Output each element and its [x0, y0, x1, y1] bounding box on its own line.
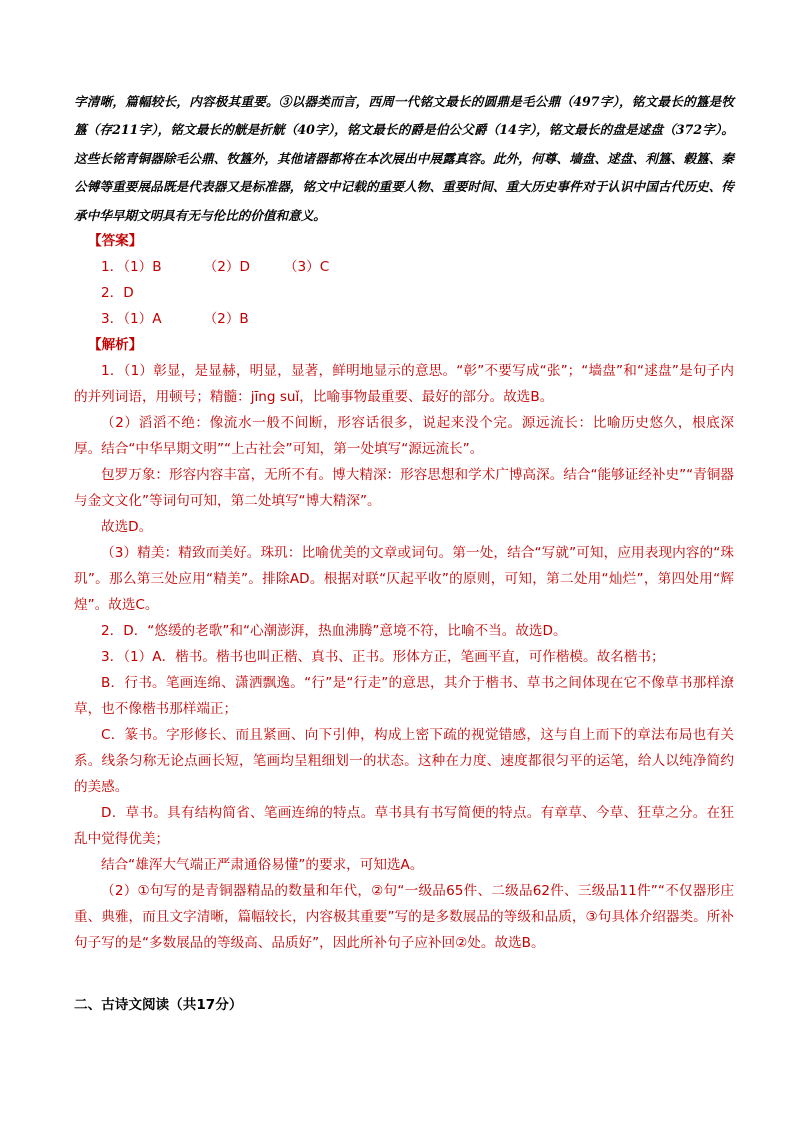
passage-continuation: 字清晰，篇幅较长，内容极其重要。③以器类而言，西周一代铭文最长的圆鼎是毛公鼎（497字），铭文最长的簋是牧簋（存211字），铭文最长的觥是折觥（40字），铭文最长的爵是伯公父爵（14字），铭文最长的盘是逑盘（372字）。这些长铭青铜器除毛公鼎、牧簋外，其他诸器都将在本次展出中展露真容。此外，何尊、墙盘、逑盘、利簋、毂簋、秦公镈等重要展品既是代表器又是标准器，铭文中记载的重要人物、重要时间、重大历史事件对于认识中国古代历史、传承中华早期文明具有无与伦比的价值和意义。 — [74, 94, 734, 223]
section-heading: 二、古诗文阅读（共17分） — [74, 997, 243, 1013]
analysis-paragraph: （2）①句写的是青铜器精品的数量和年代，②句“一级品65件、二级品62件、三级品11件”“不仅器形庄重、典雅，而且文字清晰，篇幅较长，内容极其重要”写的是多数展品的等级和品质，③句具体介绍器类。所补句子写的是“多数展品的等级高、品质好”，因此所补句子应补回②处。故选B。 — [74, 883, 734, 951]
analysis-paragraph: 包罗万象：形容内容丰富，无所不有。博大精深：形容思想和学术广博高深。结合“能够证经补史”“青铜器与金文文化”等词句可知，第二处填写“博大精深”。 — [74, 467, 734, 509]
answer-line-3 — [74, 306, 734, 332]
analysis-paragraph: 故选D。 — [101, 519, 153, 535]
analysis-paragraph: C．篆书。字形修长、而且紧画、向下引伸，构成上密下疏的视觉错感，这与自上而下的章法布局也有关系。线条匀称无论点画长短，笔画均呈粗细划一的状态。这种在力度、速度都很匀平的运笔，给人以纯净简约的美感。 — [74, 727, 734, 795]
answer-3-2: （2）B — [203, 311, 249, 327]
answer-heading: 【答案】 — [88, 233, 143, 249]
answer-line-2: 2．D — [101, 285, 134, 301]
analysis-paragraph: 1．（1）彰显，是显赫，明显，显著，鲜明地显示的意思。“彰”不要写成“张”；“墙盘”和“逑盘”是句子内的并列词语，用顿号；精髓：jīng suǐ，比喻事物最重要、最好的部分。故选B。 — [74, 363, 734, 405]
analysis-heading: 【解析】 — [88, 337, 143, 353]
analysis-paragraph: B．行书。笔画连绵、潇洒飘逸。“行”是“行走”的意思，其介于楷书、草书之间体现在它不像草书那样潦草，也不像楷书那样端正； — [74, 675, 734, 717]
analysis-paragraph: D．草书。具有结构简省、笔画连绵的特点。草书具有书写简便的特点。有章草、今草、狂草之分。在狂乱中觉得优美； — [74, 805, 734, 847]
analysis-paragraph: 结合“雄浑大气端正严肃通俗易懂”的要求，可知选A。 — [101, 857, 424, 873]
analysis-paragraph: （3）精美：精致而美好。珠玑：比喻优美的文章或词句。第一处，结合“写就”可知，应用表现内容的“珠玑”。那么第三处应用“精美”。排除AD。根据对联“仄起平收”的原则，可知，第二处用“灿烂”，第四处用“辉煌”。故选C。 — [74, 545, 734, 613]
analysis-paragraph: （2）滔滔不绝：像流水一般不间断，形容话很多，说起来没个完。源远流长：比喻历史悠久，根底深厚。结合“中华早期文明”“上古社会”可知，第一处填写“源远流长”。 — [74, 415, 734, 457]
answer-line-1 — [74, 254, 734, 280]
answer-1-2: （2）D — [203, 259, 250, 275]
answer-1-1: 1．（1）B — [101, 259, 162, 275]
answer-analysis-section — [74, 228, 734, 956]
analysis-paragraph: 3．（1）A．楷书。楷书也叫正楷、真书、正书。形体方正，笔画平直，可作楷模。故名楷书； — [101, 649, 665, 665]
analysis-paragraph: 2．D．“悠缓的老歌”和“心潮澎湃，热血沸腾”意境不符，比喻不当。故选D。 — [101, 623, 567, 639]
answer-3-1: 3．（1）A — [101, 311, 162, 327]
answer-1-3: （3）C — [283, 259, 330, 275]
